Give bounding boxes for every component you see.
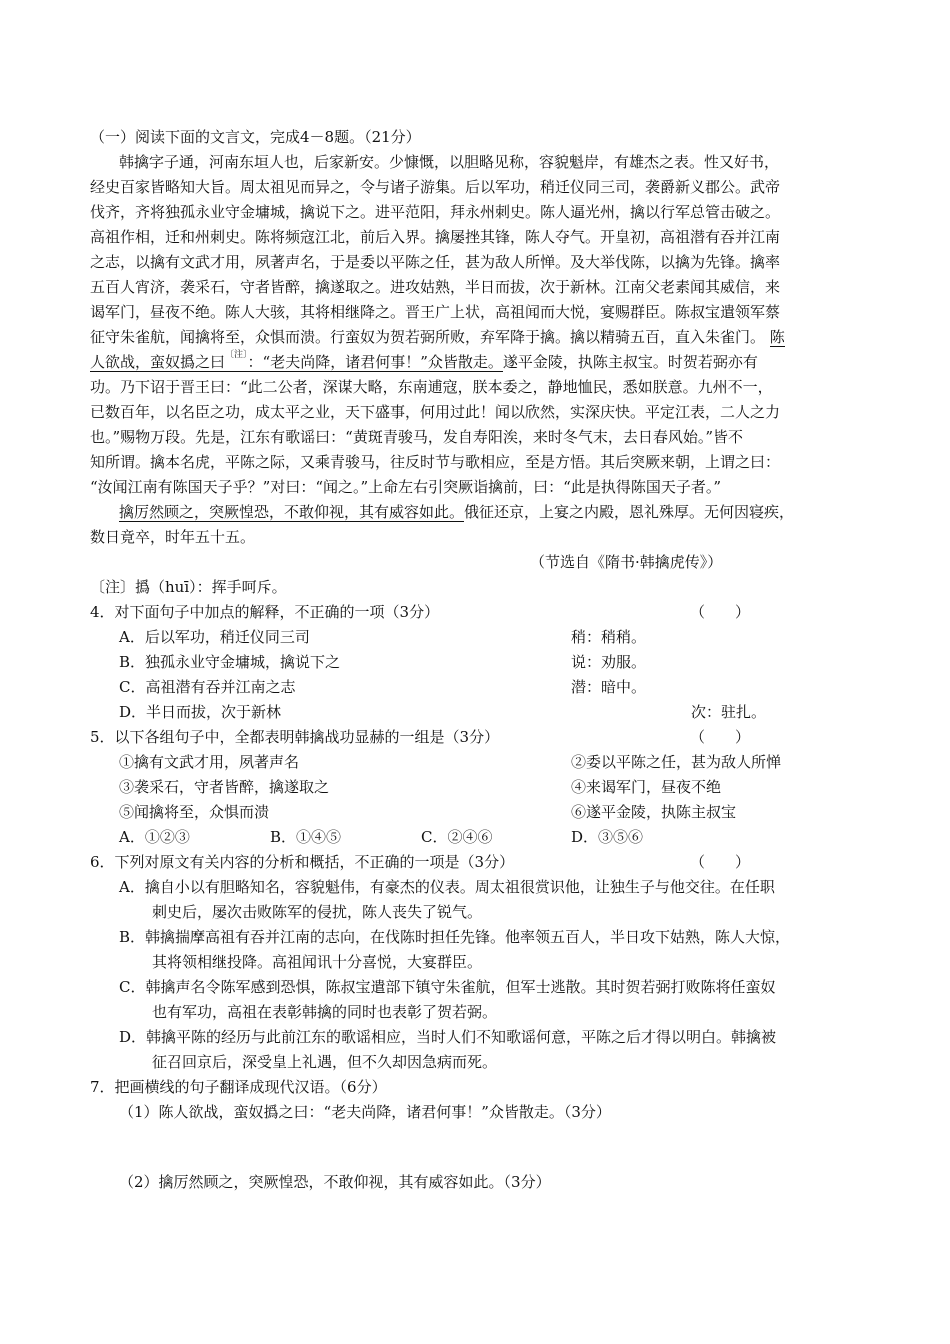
- passage-text: 征守朱雀航，闻擒将至，众惧而溃。行蛮奴为贺若弼所败，弃军降于擒。擒以精骑五百，直入朱雀门。: [90, 328, 766, 346]
- option-b-explanation: 说：劝服。: [571, 653, 647, 671]
- option-d-cont: 征召回京后，深受皇上礼遇，但不久却因急病而死。: [152, 1053, 498, 1071]
- section-header: （一）阅读下面的文言文，完成4－8题。（21分）: [90, 128, 421, 146]
- annotation-note: 〔注〕撝（huī）：挥手呵斥。: [90, 578, 287, 596]
- sentence-5: ⑤闻擒将至，众惧而溃: [119, 803, 270, 821]
- passage-line: 也。”赐物万段。先是，江东有歌谣曰：“黄斑青骏马，发自寿阳涘，来时冬气末，去日春风始。”皆不: [90, 428, 744, 446]
- source-citation: （节选自《隋书·韩擒虎传》）: [530, 553, 723, 571]
- option-b: B．独孤永业守金墉城，擒说下之: [119, 653, 341, 671]
- option-c: C．高祖潜有吞并江南之志: [119, 678, 296, 696]
- option-d: D．韩擒平陈的经历与此前江东的歌谣相应，当时人们不知歌谣何意，平陈之后才得以明白。韩擒被: [119, 1028, 777, 1046]
- translation-part-1: （1）陈人欲战，蛮奴撝之曰：“老夫尚降，诸君何事！”众皆散走。（3分）: [119, 1103, 611, 1121]
- option-d: D．③⑤⑥: [571, 828, 644, 846]
- option-d: D．半日而拔，次于新林: [119, 703, 282, 721]
- passage-text: 俄征还京，上宴之内殿，恩礼殊厚。无何因寝疾，: [464, 503, 795, 521]
- option-b-cont: 其将领相继投降。高祖闻讯十分喜悦，大宴群臣。: [152, 953, 483, 971]
- question-stem: 4．对下面句子中加点的解释，不正确的一项（3分）: [90, 603, 440, 621]
- option-a: A．擒自小以有胆略知名，容貌魁伟，有豪杰的仪表。周太祖很赏识他，让独生子与他交往。在任职: [119, 878, 775, 896]
- option-c-cont: 也有军功，高祖在表彰韩擒的同时也表彰了贺若弼。: [152, 1003, 498, 1021]
- option-a: A．①②③: [119, 828, 190, 846]
- answer-bracket[interactable]: （ ）: [690, 853, 751, 871]
- option-c: C．②④⑥: [421, 828, 493, 846]
- answer-bracket[interactable]: （ ）: [690, 728, 751, 746]
- passage-line: 功。乃下诏于晋王曰：“此二公者，深谋大略，东南逋寇，朕本委之，静地恤民，悉如朕意。九州不一，: [90, 378, 773, 396]
- passage-text: 遂平金陵，执陈主叔宝。时贺若弼亦有: [502, 353, 758, 371]
- passage-line: 谒军门，昼夜不绝。陈人大骇，其将相继降之。晋王广上状，高祖闻而大悦，宴赐群臣。陈叔宝遣领军蔡: [90, 303, 781, 321]
- answer-bracket[interactable]: （ ）: [690, 603, 751, 621]
- question-stem: 5．以下各组句子中，全都表明韩擒战功显赫的一组是（3分）: [90, 728, 500, 746]
- passage-line: 韩擒字子通，河南东垣人也，后家新安。少慷慨，以胆略见称，容貌魁岸，有雄杰之表。性又好书，: [119, 153, 780, 171]
- passage-line: [90, 326, 785, 348]
- option-c: C．韩擒声名令陈军感到恐惧，陈叔宝遣部下镇守朱雀航，但军士逃散。其时贺若弼打败陈将任蛮奴: [119, 978, 776, 996]
- passage-line: 高祖作相，迁和州刺史。陈将频寇江北，前后入界。擒屡挫其锋，陈人夺气。开皇初，高祖潜有吞并江南: [90, 228, 781, 246]
- sentence-1: ①擒有文武才用，夙著声名: [119, 753, 300, 771]
- passage-line: [90, 351, 758, 373]
- passage-line: “汝闻江南有陈国天子乎？”对曰：“闻之。”上命左右引突厥诣擒前，曰：“此是执得陈国天子者。”: [90, 478, 722, 496]
- option-a: A．后以军功，稍迁仪同三司: [119, 628, 310, 646]
- question-stem: 7．把画横线的句子翻译成现代汉语。（6分）: [90, 1078, 387, 1096]
- passage-line: 经史百家皆略知大旨。周太祖见而异之，令与诸子游集。后以军功，稍迁仪同三司，袭爵新义郡公。武帝: [90, 178, 781, 196]
- option-c-explanation: 潜：暗中。: [571, 678, 647, 696]
- passage-line: 数日竟卒，时年五十五。: [90, 528, 256, 546]
- sentence-2: ②委以平陈之任，甚为敌人所惮: [571, 753, 782, 771]
- passage-line: [119, 501, 794, 523]
- underlined-sentence-1: 陈: [769, 328, 785, 346]
- passage-line: 之志，以擒有文武才用，夙著声名，于是委以平陈之任，甚为敌人所惮。及大举伐陈，以擒为先锋。擒率: [90, 253, 781, 271]
- underlined-sentence-1: 人欲战，蛮奴撝之曰$^{〔注〕}$：“老夫尚降，诸君何事！”众皆散走。: [90, 350, 503, 371]
- option-a-cont: 刺史后，屡次击败陈军的侵扰，陈人丧失了锐气。: [152, 903, 483, 921]
- option-b: B．韩擒揣摩高祖有吞并江南的志向，在伐陈时担任先锋。他率领五百人，半日攻下姑熟，陈人大惊，: [119, 928, 791, 946]
- note-marker: 〔注〕: [225, 350, 248, 360]
- passage-line: 伐齐，齐将独孤永业守金墉城，擒说下之。进平范阳，拜永州刺史。陈人逼光州，擒以行军总管击破之。: [90, 203, 781, 221]
- translation-part-2: （2）擒厉然顾之，突厥惶恐，不敢仰视，其有威容如此。（3分）: [119, 1173, 551, 1191]
- passage-line: 五百人宵济，袭采石，守者皆醉，擒遂取之。进攻姑熟，半日而拔，次于新林。江南父老素闻其威信，来: [90, 278, 781, 296]
- underlined-sentence-2: 擒厉然顾之，突厥惶恐，不敢仰视，其有威容如此。: [119, 503, 465, 521]
- sentence-4: ④来谒军门，昼夜不绝: [571, 778, 722, 796]
- option-b: B．①④⑤: [270, 828, 342, 846]
- sentence-6: ⑥遂平金陵，执陈主叔宝: [571, 803, 737, 821]
- question-stem: 6．下列对原文有关内容的分析和概括，不正确的一项是（3分）: [90, 853, 515, 871]
- passage-line: 知所谓。擒本名虎，平陈之际，又乘青骏马，往反时节与歌相应，至是方悟。其后突厥来朝，上谓之曰：: [90, 453, 781, 471]
- option-a-explanation: 稍：稍稍。: [571, 628, 647, 646]
- passage-line: 已数百年，以名臣之功，成太平之业，天下盛事，何用过此！闻以欣然，实深庆快。平定江表，二人之力: [90, 403, 781, 421]
- option-d-explanation: 次：驻扎。: [691, 703, 767, 721]
- sentence-3: ③袭采石，守者皆醉，擒遂取之: [119, 778, 330, 796]
